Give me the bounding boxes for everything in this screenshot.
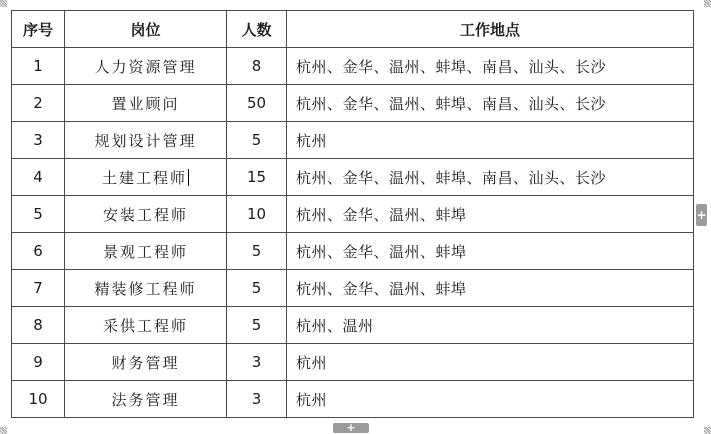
table-row — [12, 307, 694, 344]
selection-corner-marker — [0, 427, 7, 434]
position-cell[interactable]: 精装修工程师 — [65, 270, 227, 307]
table-row — [12, 344, 694, 381]
plus-icon: + — [346, 421, 356, 434]
add-row-button[interactable] — [333, 423, 369, 433]
position-cell-text: 土建工程师 — [101, 168, 187, 187]
index-cell[interactable]: 2 — [12, 85, 65, 122]
position-cell[interactable]: 财务管理 — [65, 344, 227, 381]
position-cell[interactable]: 法务管理 — [65, 381, 227, 418]
header-cell-count[interactable]: 人数 — [227, 11, 287, 48]
table-row — [12, 85, 694, 122]
table-row — [12, 48, 694, 85]
table-row — [12, 159, 694, 196]
index-cell[interactable]: 8 — [12, 307, 65, 344]
count-cell[interactable]: 15 — [227, 159, 287, 196]
index-cell[interactable]: 9 — [12, 344, 65, 381]
add-column-button[interactable] — [696, 204, 707, 226]
count-cell[interactable]: 5 — [227, 122, 287, 159]
table-row — [12, 196, 694, 233]
location-cell[interactable]: 杭州、金华、温州、蚌埠、南昌、汕头、长沙 — [287, 85, 694, 122]
position-cell[interactable]: 规划设计管理 — [65, 122, 227, 159]
table-row — [12, 381, 694, 418]
location-cell[interactable]: 杭州、温州 — [287, 307, 694, 344]
count-cell[interactable]: 5 — [227, 307, 287, 344]
index-cell[interactable]: 1 — [12, 48, 65, 85]
count-cell[interactable]: 5 — [227, 270, 287, 307]
index-cell[interactable]: 3 — [12, 122, 65, 159]
index-cell[interactable]: 4 — [12, 159, 65, 196]
index-cell[interactable]: 7 — [12, 270, 65, 307]
location-cell[interactable]: 杭州、金华、温州、蚌埠 — [287, 196, 694, 233]
position-cell[interactable]: 人力资源管理 — [65, 48, 227, 85]
job-openings-table — [11, 10, 694, 418]
location-cell[interactable]: 杭州、金华、温州、蚌埠、南昌、汕头、长沙 — [287, 48, 694, 85]
count-cell[interactable]: 8 — [227, 48, 287, 85]
header-cell-location[interactable]: 工作地点 — [287, 11, 694, 48]
table-header-row — [12, 11, 694, 48]
position-cell[interactable]: 置业顾问 — [65, 85, 227, 122]
table-row — [12, 270, 694, 307]
text-cursor — [188, 169, 189, 186]
index-cell[interactable]: 6 — [12, 233, 65, 270]
position-cell[interactable]: 安装工程师 — [65, 196, 227, 233]
count-cell[interactable]: 10 — [227, 196, 287, 233]
count-cell[interactable]: 50 — [227, 85, 287, 122]
index-cell[interactable]: 5 — [12, 196, 65, 233]
table-row — [12, 122, 694, 159]
count-cell[interactable]: 3 — [227, 381, 287, 418]
location-cell[interactable]: 杭州 — [287, 344, 694, 381]
header-cell-position[interactable]: 岗位 — [65, 11, 227, 48]
index-cell[interactable]: 10 — [12, 381, 65, 418]
plus-icon: + — [696, 208, 707, 222]
table-row — [12, 233, 694, 270]
location-cell[interactable]: 杭州、金华、温州、蚌埠 — [287, 270, 694, 307]
selection-corner-marker — [704, 0, 711, 7]
count-cell[interactable]: 3 — [227, 344, 287, 381]
position-cell[interactable]: 景观工程师 — [65, 233, 227, 270]
location-cell[interactable]: 杭州 — [287, 381, 694, 418]
header-cell-index[interactable]: 序号 — [12, 11, 65, 48]
selection-corner-marker — [0, 0, 7, 7]
position-cell[interactable]: 采供工程师 — [65, 307, 227, 344]
position-cell-active[interactable] — [65, 159, 227, 196]
location-cell[interactable]: 杭州、金华、温州、蚌埠 — [287, 233, 694, 270]
location-cell[interactable]: 杭州、金华、温州、蚌埠、南昌、汕头、长沙 — [287, 159, 694, 196]
count-cell[interactable]: 5 — [227, 233, 287, 270]
location-cell[interactable]: 杭州 — [287, 122, 694, 159]
selection-corner-marker — [704, 427, 711, 434]
